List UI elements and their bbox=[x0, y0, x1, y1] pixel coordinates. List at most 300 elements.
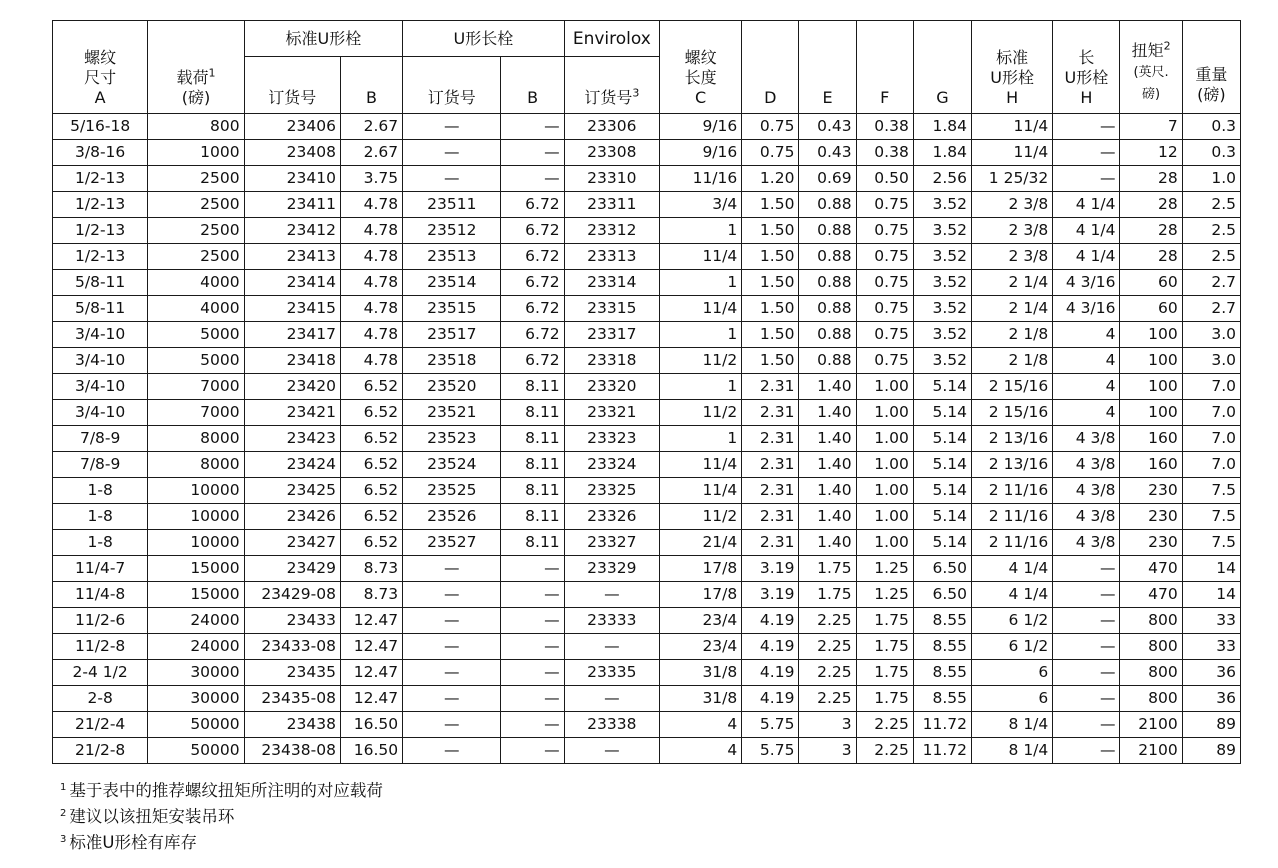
cell-thread-size: 1/2-13 bbox=[53, 192, 148, 218]
header-long-h: 长 U形栓 H bbox=[1053, 21, 1120, 114]
cell-d: 1.50 bbox=[742, 348, 799, 374]
cell-torque: 230 bbox=[1120, 530, 1182, 556]
cell-std-b: 4.78 bbox=[340, 270, 402, 296]
cell-d: 2.31 bbox=[742, 530, 799, 556]
cell-f: 1.00 bbox=[856, 478, 913, 504]
cell-e: 3 bbox=[799, 712, 856, 738]
cell-f: 0.75 bbox=[856, 192, 913, 218]
cell-thread-size: 21/2-8 bbox=[53, 738, 148, 764]
cell-std-h: 2 3/8 bbox=[972, 244, 1053, 270]
cell-envirolox-order-no: 23318 bbox=[564, 348, 659, 374]
cell-g: 2.56 bbox=[913, 166, 971, 192]
cell-long-b: 6.72 bbox=[501, 192, 564, 218]
cell-envirolox-order-no: 23308 bbox=[564, 140, 659, 166]
cell-long-b: 8.11 bbox=[501, 426, 564, 452]
cell-load: 15000 bbox=[148, 582, 244, 608]
cell-thread-length: 31/8 bbox=[659, 686, 741, 712]
cell-load: 10000 bbox=[148, 504, 244, 530]
cell-g: 5.14 bbox=[913, 426, 971, 452]
cell-std-b: 16.50 bbox=[340, 712, 402, 738]
cell-f: 1.00 bbox=[856, 400, 913, 426]
cell-thread-length: 4 bbox=[659, 738, 741, 764]
cell-g: 3.52 bbox=[913, 244, 971, 270]
cell-e: 2.25 bbox=[799, 660, 856, 686]
cell-g: 3.52 bbox=[913, 348, 971, 374]
cell-std-b: 12.47 bbox=[340, 660, 402, 686]
cell-long-h: 4 3/8 bbox=[1053, 504, 1120, 530]
table-row bbox=[53, 348, 1241, 374]
cell-thread-length: 17/8 bbox=[659, 582, 741, 608]
cell-long-order-no: 23527 bbox=[403, 530, 501, 556]
cell-long-order-no: — bbox=[403, 660, 501, 686]
cell-envirolox-order-no: 23313 bbox=[564, 244, 659, 270]
cell-weight: 33 bbox=[1182, 608, 1240, 634]
cell-envirolox-order-no: 23324 bbox=[564, 452, 659, 478]
cell-long-h: 4 bbox=[1053, 348, 1120, 374]
cell-std-b: 12.47 bbox=[340, 686, 402, 712]
cell-weight: 7.0 bbox=[1182, 452, 1240, 478]
cell-long-h: — bbox=[1053, 556, 1120, 582]
header-weight: 重量 (磅) bbox=[1182, 21, 1240, 114]
cell-long-h: 4 bbox=[1053, 400, 1120, 426]
table-row bbox=[53, 582, 1241, 608]
cell-g: 5.14 bbox=[913, 374, 971, 400]
cell-long-h: 4 3/8 bbox=[1053, 452, 1120, 478]
cell-torque: 2100 bbox=[1120, 712, 1182, 738]
cell-torque: 160 bbox=[1120, 452, 1182, 478]
cell-long-b: 8.11 bbox=[501, 530, 564, 556]
table-row bbox=[53, 634, 1241, 660]
cell-weight: 0.3 bbox=[1182, 114, 1240, 140]
cell-g: 11.72 bbox=[913, 712, 971, 738]
cell-std-order-no: 23415 bbox=[244, 296, 340, 322]
cell-long-order-no: — bbox=[403, 738, 501, 764]
cell-thread-size: 5/16-18 bbox=[53, 114, 148, 140]
cell-load: 50000 bbox=[148, 738, 244, 764]
cell-f: 0.75 bbox=[856, 296, 913, 322]
cell-d: 5.75 bbox=[742, 712, 799, 738]
cell-std-b: 6.52 bbox=[340, 426, 402, 452]
cell-weight: 1.0 bbox=[1182, 166, 1240, 192]
cell-weight: 3.0 bbox=[1182, 322, 1240, 348]
cell-envirolox-order-no: — bbox=[564, 686, 659, 712]
cell-load: 5000 bbox=[148, 322, 244, 348]
cell-std-h: 4 1/4 bbox=[972, 582, 1053, 608]
cell-long-h: 4 3/16 bbox=[1053, 270, 1120, 296]
cell-g: 5.14 bbox=[913, 504, 971, 530]
table-row bbox=[53, 322, 1241, 348]
cell-std-h: 6 1/2 bbox=[972, 634, 1053, 660]
cell-long-b: — bbox=[501, 634, 564, 660]
footnote-1 bbox=[60, 778, 383, 804]
cell-thread-length: 11/2 bbox=[659, 504, 741, 530]
cell-std-h: 2 1/4 bbox=[972, 270, 1053, 296]
cell-load: 24000 bbox=[148, 608, 244, 634]
cell-std-b: 2.67 bbox=[340, 114, 402, 140]
cell-std-b: 4.78 bbox=[340, 218, 402, 244]
cell-thread-length: 11/4 bbox=[659, 478, 741, 504]
cell-std-h: 2 15/16 bbox=[972, 374, 1053, 400]
cell-long-b: 8.11 bbox=[501, 504, 564, 530]
cell-g: 5.14 bbox=[913, 478, 971, 504]
cell-envirolox-order-no: 23335 bbox=[564, 660, 659, 686]
cell-long-b: — bbox=[501, 114, 564, 140]
cell-e: 1.40 bbox=[799, 400, 856, 426]
table-row bbox=[53, 296, 1241, 322]
cell-torque: 800 bbox=[1120, 686, 1182, 712]
cell-envirolox-order-no: 23311 bbox=[564, 192, 659, 218]
cell-load: 24000 bbox=[148, 634, 244, 660]
cell-std-b: 3.75 bbox=[340, 166, 402, 192]
cell-weight: 36 bbox=[1182, 686, 1240, 712]
cell-g: 8.55 bbox=[913, 686, 971, 712]
cell-g: 6.50 bbox=[913, 556, 971, 582]
cell-std-b: 8.73 bbox=[340, 582, 402, 608]
cell-std-h: 11/4 bbox=[972, 140, 1053, 166]
cell-long-h: — bbox=[1053, 634, 1120, 660]
cell-e: 0.88 bbox=[799, 192, 856, 218]
cell-thread-length: 23/4 bbox=[659, 634, 741, 660]
cell-e: 3 bbox=[799, 738, 856, 764]
cell-g: 1.84 bbox=[913, 114, 971, 140]
cell-weight: 89 bbox=[1182, 738, 1240, 764]
cell-d: 2.31 bbox=[742, 400, 799, 426]
cell-load: 1000 bbox=[148, 140, 244, 166]
cell-long-order-no: — bbox=[403, 556, 501, 582]
cell-f: 0.75 bbox=[856, 218, 913, 244]
cell-load: 2500 bbox=[148, 166, 244, 192]
cell-d: 4.19 bbox=[742, 686, 799, 712]
cell-f: 1.00 bbox=[856, 452, 913, 478]
cell-weight: 2.5 bbox=[1182, 244, 1240, 270]
cell-std-order-no: 23423 bbox=[244, 426, 340, 452]
cell-d: 0.75 bbox=[742, 114, 799, 140]
cell-d: 1.50 bbox=[742, 322, 799, 348]
cell-std-h: 6 1/2 bbox=[972, 608, 1053, 634]
cell-e: 0.88 bbox=[799, 296, 856, 322]
header-long-ubolt: U形长栓 bbox=[403, 21, 565, 57]
cell-load: 30000 bbox=[148, 686, 244, 712]
cell-thread-length: 31/8 bbox=[659, 660, 741, 686]
cell-std-order-no: 23438 bbox=[244, 712, 340, 738]
table-row bbox=[53, 166, 1241, 192]
cell-thread-size: 2-8 bbox=[53, 686, 148, 712]
cell-weight: 36 bbox=[1182, 660, 1240, 686]
table-row bbox=[53, 270, 1241, 296]
cell-std-order-no: 23435-08 bbox=[244, 686, 340, 712]
cell-e: 0.88 bbox=[799, 218, 856, 244]
header-long-b: B bbox=[501, 57, 564, 114]
cell-f: 1.00 bbox=[856, 530, 913, 556]
cell-std-order-no: 23420 bbox=[244, 374, 340, 400]
cell-d: 4.19 bbox=[742, 660, 799, 686]
cell-thread-length: 11/2 bbox=[659, 348, 741, 374]
cell-e: 1.40 bbox=[799, 530, 856, 556]
cell-long-h: — bbox=[1053, 140, 1120, 166]
cell-std-order-no: 23433-08 bbox=[244, 634, 340, 660]
cell-envirolox-order-no: 23314 bbox=[564, 270, 659, 296]
cell-g: 8.55 bbox=[913, 608, 971, 634]
cell-std-b: 8.73 bbox=[340, 556, 402, 582]
cell-long-order-no: 23512 bbox=[403, 218, 501, 244]
table-row bbox=[53, 530, 1241, 556]
cell-long-b: — bbox=[501, 166, 564, 192]
cell-load: 8000 bbox=[148, 452, 244, 478]
cell-std-b: 12.47 bbox=[340, 634, 402, 660]
cell-thread-size: 5/8-11 bbox=[53, 296, 148, 322]
cell-std-order-no: 23429 bbox=[244, 556, 340, 582]
cell-std-h: 2 11/16 bbox=[972, 478, 1053, 504]
cell-long-b: — bbox=[501, 608, 564, 634]
cell-e: 0.88 bbox=[799, 270, 856, 296]
cell-torque: 12 bbox=[1120, 140, 1182, 166]
cell-std-order-no: 23412 bbox=[244, 218, 340, 244]
cell-long-h: 4 1/4 bbox=[1053, 244, 1120, 270]
cell-thread-length: 23/4 bbox=[659, 608, 741, 634]
cell-std-order-no: 23424 bbox=[244, 452, 340, 478]
cell-load: 30000 bbox=[148, 660, 244, 686]
cell-std-order-no: 23417 bbox=[244, 322, 340, 348]
cell-long-order-no: 23524 bbox=[403, 452, 501, 478]
cell-envirolox-order-no: 23323 bbox=[564, 426, 659, 452]
cell-torque: 60 bbox=[1120, 296, 1182, 322]
cell-std-b: 6.52 bbox=[340, 478, 402, 504]
cell-torque: 28 bbox=[1120, 192, 1182, 218]
table-row bbox=[53, 478, 1241, 504]
cell-std-b: 2.67 bbox=[340, 140, 402, 166]
cell-e: 1.40 bbox=[799, 452, 856, 478]
cell-thread-size: 11/2-8 bbox=[53, 634, 148, 660]
cell-thread-length: 1 bbox=[659, 426, 741, 452]
cell-long-order-no: 23518 bbox=[403, 348, 501, 374]
table-row bbox=[53, 556, 1241, 582]
cell-long-b: — bbox=[501, 738, 564, 764]
cell-d: 0.75 bbox=[742, 140, 799, 166]
cell-long-order-no: 23511 bbox=[403, 192, 501, 218]
cell-long-h: — bbox=[1053, 582, 1120, 608]
cell-d: 3.19 bbox=[742, 556, 799, 582]
cell-weight: 3.0 bbox=[1182, 348, 1240, 374]
cell-thread-length: 11/16 bbox=[659, 166, 741, 192]
cell-thread-size: 7/8-9 bbox=[53, 452, 148, 478]
cell-torque: 60 bbox=[1120, 270, 1182, 296]
cell-std-b: 16.50 bbox=[340, 738, 402, 764]
cell-long-h: 4 bbox=[1053, 374, 1120, 400]
cell-f: 1.25 bbox=[856, 556, 913, 582]
cell-load: 4000 bbox=[148, 270, 244, 296]
cell-std-h: 2 3/8 bbox=[972, 218, 1053, 244]
cell-std-h: 8 1/4 bbox=[972, 738, 1053, 764]
cell-thread-size: 11/4-8 bbox=[53, 582, 148, 608]
header-load: 载荷$^1$ (磅) bbox=[148, 21, 244, 114]
cell-torque: 28 bbox=[1120, 244, 1182, 270]
cell-std-order-no: 23435 bbox=[244, 660, 340, 686]
cell-f: 1.00 bbox=[856, 504, 913, 530]
cell-envirolox-order-no: — bbox=[564, 634, 659, 660]
cell-d: 1.50 bbox=[742, 218, 799, 244]
cell-e: 1.40 bbox=[799, 478, 856, 504]
cell-load: 10000 bbox=[148, 478, 244, 504]
cell-std-order-no: 23438-08 bbox=[244, 738, 340, 764]
cell-long-h: 4 3/8 bbox=[1053, 478, 1120, 504]
cell-std-b: 6.52 bbox=[340, 400, 402, 426]
cell-thread-size: 11/4-7 bbox=[53, 556, 148, 582]
cell-thread-length: 9/16 bbox=[659, 140, 741, 166]
cell-torque: 160 bbox=[1120, 426, 1182, 452]
cell-thread-size: 7/8-9 bbox=[53, 426, 148, 452]
cell-envirolox-order-no: — bbox=[564, 738, 659, 764]
cell-torque: 230 bbox=[1120, 504, 1182, 530]
cell-long-b: 6.72 bbox=[501, 244, 564, 270]
cell-d: 1.50 bbox=[742, 192, 799, 218]
cell-long-order-no: 23514 bbox=[403, 270, 501, 296]
cell-std-b: 4.78 bbox=[340, 192, 402, 218]
cell-weight: 2.5 bbox=[1182, 192, 1240, 218]
cell-long-b: 6.72 bbox=[501, 270, 564, 296]
cell-std-h: 2 1/8 bbox=[972, 348, 1053, 374]
table-row bbox=[53, 608, 1241, 634]
cell-thread-length: 11/4 bbox=[659, 244, 741, 270]
cell-long-order-no: 23513 bbox=[403, 244, 501, 270]
cell-long-b: — bbox=[501, 712, 564, 738]
header-f: F bbox=[856, 21, 913, 114]
cell-long-order-no: — bbox=[403, 686, 501, 712]
footnote-number: 2 bbox=[60, 807, 67, 819]
header-thread-length: 螺纹 长度 C bbox=[659, 21, 741, 114]
header-e: E bbox=[799, 21, 856, 114]
cell-std-h: 2 3/8 bbox=[972, 192, 1053, 218]
cell-long-b: — bbox=[501, 582, 564, 608]
cell-long-order-no: 23523 bbox=[403, 426, 501, 452]
header-std-b: B bbox=[340, 57, 402, 114]
cell-long-b: 8.11 bbox=[501, 374, 564, 400]
cell-envirolox-order-no: 23315 bbox=[564, 296, 659, 322]
cell-e: 0.69 bbox=[799, 166, 856, 192]
cell-envirolox-order-no: 23327 bbox=[564, 530, 659, 556]
cell-std-h: 2 1/8 bbox=[972, 322, 1053, 348]
header-std-h: 标准 U形栓 H bbox=[972, 21, 1053, 114]
cell-weight: 14 bbox=[1182, 556, 1240, 582]
cell-torque: 100 bbox=[1120, 348, 1182, 374]
cell-long-b: 8.11 bbox=[501, 452, 564, 478]
cell-long-h: — bbox=[1053, 738, 1120, 764]
cell-f: 0.38 bbox=[856, 114, 913, 140]
cell-f: 1.00 bbox=[856, 374, 913, 400]
cell-weight: 33 bbox=[1182, 634, 1240, 660]
cell-e: 2.25 bbox=[799, 686, 856, 712]
cell-thread-size: 2-4 1/2 bbox=[53, 660, 148, 686]
cell-std-b: 6.52 bbox=[340, 530, 402, 556]
cell-long-order-no: 23517 bbox=[403, 322, 501, 348]
cell-std-order-no: 23406 bbox=[244, 114, 340, 140]
cell-long-b: — bbox=[501, 660, 564, 686]
cell-weight: 89 bbox=[1182, 712, 1240, 738]
cell-f: 2.25 bbox=[856, 712, 913, 738]
cell-torque: 100 bbox=[1120, 374, 1182, 400]
cell-d: 1.50 bbox=[742, 244, 799, 270]
cell-thread-size: 1/2-13 bbox=[53, 218, 148, 244]
cell-torque: 28 bbox=[1120, 166, 1182, 192]
footnote-text: 建议以该扭矩安装吊环 bbox=[69, 807, 235, 826]
cell-weight: 7.5 bbox=[1182, 478, 1240, 504]
cell-thread-length: 11/4 bbox=[659, 452, 741, 478]
cell-long-h: 4 bbox=[1053, 322, 1120, 348]
cell-d: 2.31 bbox=[742, 374, 799, 400]
table-row bbox=[53, 738, 1241, 764]
cell-std-order-no: 23421 bbox=[244, 400, 340, 426]
cell-torque: 800 bbox=[1120, 660, 1182, 686]
cell-std-order-no: 23410 bbox=[244, 166, 340, 192]
header-d: D bbox=[742, 21, 799, 114]
cell-g: 8.55 bbox=[913, 660, 971, 686]
cell-d: 1.20 bbox=[742, 166, 799, 192]
cell-thread-size: 21/2-4 bbox=[53, 712, 148, 738]
cell-d: 2.31 bbox=[742, 504, 799, 530]
cell-long-b: — bbox=[501, 556, 564, 582]
cell-envirolox-order-no: 23325 bbox=[564, 478, 659, 504]
cell-e: 2.25 bbox=[799, 634, 856, 660]
cell-torque: 800 bbox=[1120, 608, 1182, 634]
cell-load: 7000 bbox=[148, 400, 244, 426]
cell-load: 2500 bbox=[148, 192, 244, 218]
header-std-order-no: 订货号 bbox=[244, 57, 340, 114]
cell-g: 3.52 bbox=[913, 192, 971, 218]
cell-envirolox-order-no: 23312 bbox=[564, 218, 659, 244]
table-row bbox=[53, 426, 1241, 452]
cell-e: 0.43 bbox=[799, 140, 856, 166]
header-envirolox-order-no: 订货号$^3$ bbox=[564, 57, 659, 114]
cell-load: 2500 bbox=[148, 218, 244, 244]
cell-long-b: 8.11 bbox=[501, 400, 564, 426]
cell-load: 800 bbox=[148, 114, 244, 140]
cell-long-order-no: 23526 bbox=[403, 504, 501, 530]
table-row bbox=[53, 452, 1241, 478]
cell-long-b: — bbox=[501, 686, 564, 712]
cell-e: 1.40 bbox=[799, 504, 856, 530]
cell-load: 15000 bbox=[148, 556, 244, 582]
cell-long-b: 6.72 bbox=[501, 348, 564, 374]
cell-std-h: 4 1/4 bbox=[972, 556, 1053, 582]
cell-weight: 2.7 bbox=[1182, 296, 1240, 322]
cell-torque: 100 bbox=[1120, 400, 1182, 426]
cell-e: 1.40 bbox=[799, 426, 856, 452]
cell-long-h: — bbox=[1053, 660, 1120, 686]
cell-thread-size: 1/2-13 bbox=[53, 166, 148, 192]
cell-std-h: 2 11/16 bbox=[972, 504, 1053, 530]
cell-long-order-no: — bbox=[403, 712, 501, 738]
cell-std-b: 4.78 bbox=[340, 322, 402, 348]
cell-envirolox-order-no: 23310 bbox=[564, 166, 659, 192]
cell-f: 2.25 bbox=[856, 738, 913, 764]
cell-d: 5.75 bbox=[742, 738, 799, 764]
cell-e: 1.40 bbox=[799, 374, 856, 400]
cell-long-order-no: — bbox=[403, 582, 501, 608]
cell-thread-length: 21/4 bbox=[659, 530, 741, 556]
cell-std-b: 6.52 bbox=[340, 374, 402, 400]
cell-long-order-no: — bbox=[403, 608, 501, 634]
cell-d: 3.19 bbox=[742, 582, 799, 608]
cell-f: 0.75 bbox=[856, 270, 913, 296]
cell-g: 5.14 bbox=[913, 452, 971, 478]
cell-std-h: 6 bbox=[972, 660, 1053, 686]
cell-e: 0.88 bbox=[799, 348, 856, 374]
cell-thread-size: 1-8 bbox=[53, 504, 148, 530]
cell-thread-length: 3/4 bbox=[659, 192, 741, 218]
cell-long-h: 4 1/4 bbox=[1053, 192, 1120, 218]
cell-torque: 100 bbox=[1120, 322, 1182, 348]
cell-thread-length: 11/4 bbox=[659, 296, 741, 322]
cell-long-b: — bbox=[501, 140, 564, 166]
